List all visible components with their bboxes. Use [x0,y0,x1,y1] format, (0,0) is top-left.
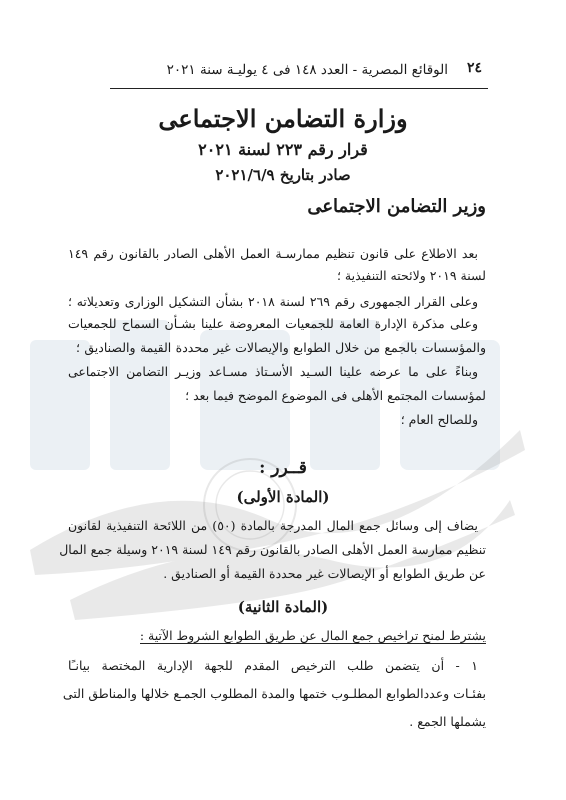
minister-heading: وزير التضامن الاجتماعى [307,196,486,217]
article-2-line: يشملها الجمع . [409,714,486,729]
preamble-line: بعد الاطلاع على قانون تنظيم ممارسـة العمل الأهلى الصادر بالقانون رقم ١٤٩ [68,246,478,261]
page-number: ٢٤ [466,60,482,76]
preamble-line: لسنة ٢٠١٩ ولائحته التنفيذية ؛ [336,268,486,283]
preamble-line: لمؤسسات المجتمع الأهلى فى الموضوع الموضح فيما بعد ؛ [185,388,486,403]
issued-date: صادر بتاريخ ٢٠٢١/٦/٩ [215,166,351,184]
preamble-line: والمؤسسات بالجمع من خلال الطوابع والإيصالات غير محددة القيمة والصناديق ؛ [76,340,486,355]
article-2-condition: يشترط لمنح تراخيص جمع المال عن طريق الطوابع الشروط الآتية : [139,628,486,643]
article-2-condition-wrap [76,628,486,643]
preamble-line: وبناءً على ما عرضه علينا السـيد الأسـتاذ مسـاعد وزيـر التضامن الاجتماعى [68,364,478,379]
preamble-line: وعلى القرار الجمهورى رقم ٢٦٩ لسنة ٢٠١٨ بشأن التشكيل الوزارى وتعديلاته ؛ [68,294,478,309]
header-divider [110,88,488,89]
decided-heading: قــرر : [259,458,307,478]
article-2-line: ١ - أن يتضمن طلب الترخيص المقدم للجهة الإدارية المختصة بيانـًا [68,658,478,673]
article-1-line: عن طريق الطوابع أو الإيصالات غير محددة القيمة أو الصناديق . [163,566,486,581]
article-2-title: (المادة الثانية) [237,598,329,616]
article-2-line: بفئـات وعددالطوابع المطلـوب ختمها والمدة المطلوب الجمـع خلالها والمناطق التى [62,686,486,701]
decree-title: قرار رقم ٢٢٣ لسنة ٢٠٢١ [198,140,368,159]
ministry-title: وزارة التضامن الاجتماعى [158,104,408,133]
preamble-line: وعلى مذكرة الإدارة العامة للجمعيات المعروضة علينا بشـأن السماح للجمعيات [68,316,478,331]
article-1-title: (المادة الأولى) [236,488,330,506]
running-header: الوقائع المصرية - العدد ١٤٨ فى ٤ يوليـة سنة ٢٠٢١ [166,62,448,78]
article-1-line: تنظيم ممارسة العمل الأهلى الصادر بالقانون رقم ١٤٩ لسنة ٢٠١٩ وسيلة جمع المال [59,542,486,557]
preamble-line: وللصالح العام ؛ [400,412,478,427]
article-1-line: يضاف إلى وسائل جمع المال المدرجة بالمادة (٥٠) من اللائحة التنفيذية لقانون [68,518,478,533]
